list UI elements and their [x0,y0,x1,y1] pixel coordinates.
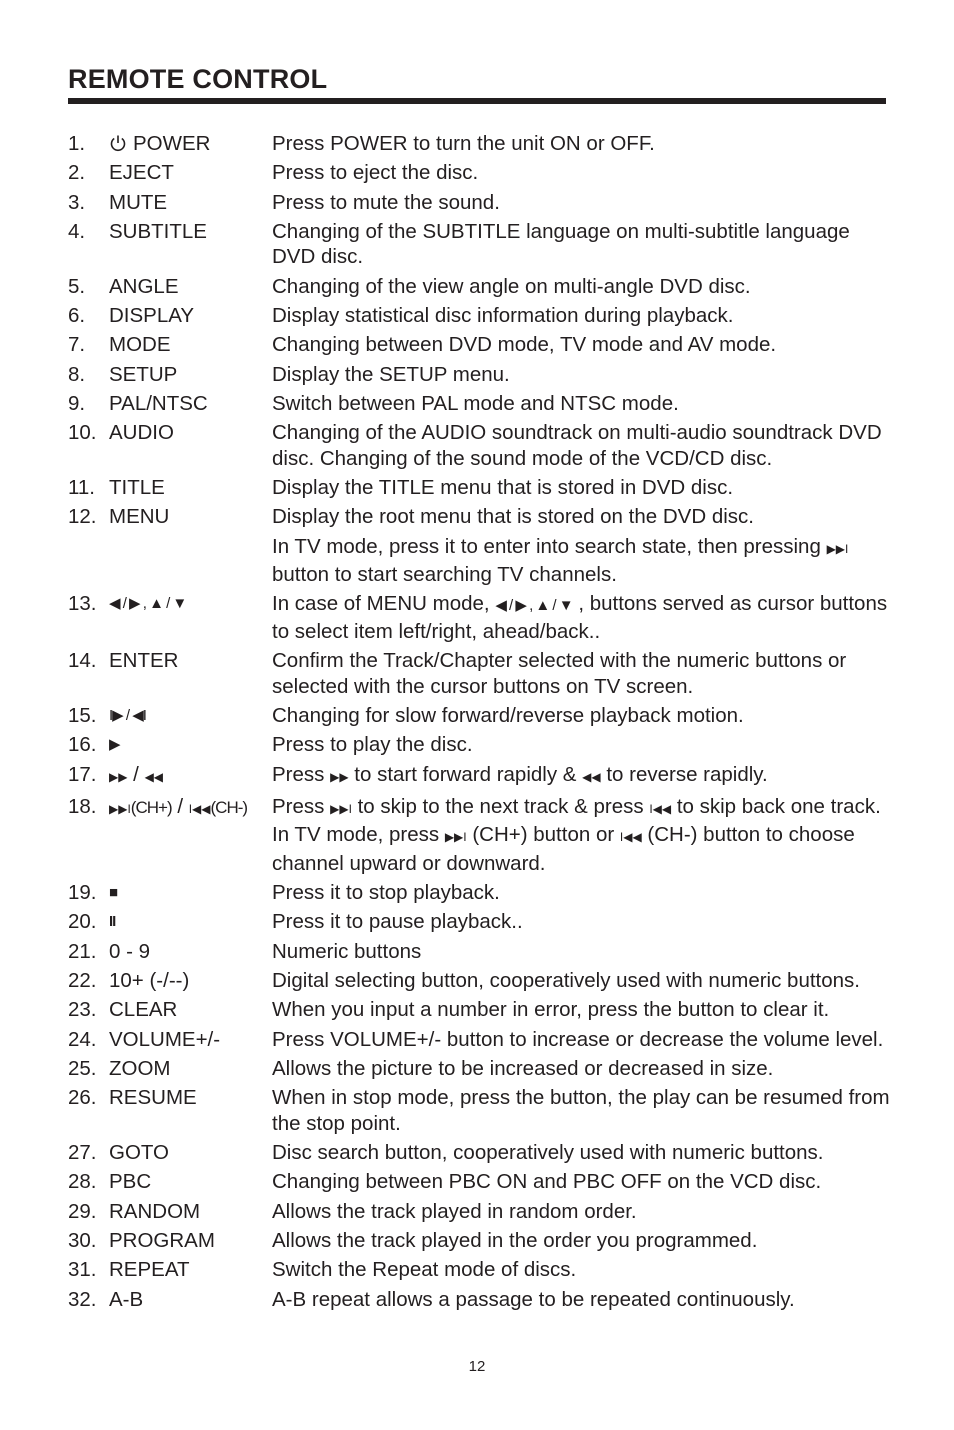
item-name: VOLUME+/- [109,1027,221,1051]
item-description: Press to mute the sound. [272,190,500,214]
item-number: 15. [68,703,97,727]
title-divider [68,98,886,104]
item-number: 27. [68,1141,97,1165]
item-description: Changing of the view angle on multi-angle DVD disc. [272,274,751,298]
item-number: 16. [68,733,97,757]
list-item-slow [68,703,898,729]
item-number: 29. [68,1199,97,1223]
item-description: Switch between PAL mode and NTSC mode. [272,391,679,415]
fast-forward-icon: ▶▶ [330,769,349,784]
item-name: A-B [109,1287,144,1311]
item-description: Changing for slow forward/reverse playback motion. [272,703,744,727]
item-description: Changing between PBC ON and PBC OFF on the VCD disc. [272,1170,822,1194]
list-item-cursor [68,591,898,644]
item-name: 10+ (-/--) [109,969,190,993]
next-track-icon: ▶▶I [109,801,131,816]
list-item-enter [68,648,898,699]
item-description: Display the TITLE menu that is stored in DVD disc. [272,475,734,499]
item-description: When you input a number in error, press the button to clear it. [272,998,830,1022]
item-name: SETUP [109,362,178,386]
item-name: MENU [109,505,170,529]
item-name: PAL/NTSC [109,391,208,415]
item-number: 19. [68,881,97,905]
item-name: RANDOM [109,1199,201,1223]
item-name: PBC [109,1170,152,1194]
item-number: 1. [68,132,86,155]
item-name: ENTER [109,649,179,673]
list-item-program [68,1228,898,1254]
list-item-zoom [68,1056,898,1082]
previous-track-icon: I◀◀ [649,801,672,816]
cursor-arrows-icon: ◀ / ▶ , ▲ / ▼ [495,597,573,615]
next-track-icon: ▶▶I [826,541,849,556]
item-description: Confirm the Track/Chapter selected with the numeric buttons or selected with the cursor buttons on TV screen. [272,649,847,698]
list-item-title [68,475,898,501]
previous-track-icon: I◀◀ [619,830,642,845]
list-item-play [68,732,898,758]
item-number: 25. [68,1056,97,1080]
item-number: 30. [68,1228,97,1252]
item-number: 11. [68,475,95,499]
item-number: 14. [68,649,97,673]
list-item-clear [68,997,898,1023]
item-number: 21. [68,939,97,963]
item-name: MUTE [109,190,168,214]
item-description: Changing between DVD mode, TV mode and AV mode. [272,333,777,357]
list-item-setup [68,362,898,388]
item-number: 13. [68,592,97,616]
item-name: EJECT [109,161,174,185]
item-number: 7. [68,333,86,357]
fast-reverse-icon: ◀◀ [144,769,164,784]
item-description: Press to play the disc. [272,733,473,757]
item-description: In case of MENU mode, ◀ / ▶ , ▲ / ▼ , buttons served as cursor buttons to select item left/right, ahead/back.. [272,592,888,643]
item-description: Press ▶▶ to start forward rapidly & ◀◀ to reverse rapidly. [272,762,768,786]
list-item-menu [68,504,898,587]
power-icon [109,133,127,153]
item-name: ▶▶I(CH+) / I◀◀(CH-) [109,794,248,818]
list-item-skip [68,794,898,877]
list-item-audio [68,420,898,471]
item-number: 17. [68,762,97,786]
item-description: Digital selecting button, cooperatively used with numeric buttons. [272,969,860,993]
item-name: DISPLAY [109,303,195,327]
item-name: TITLE [109,475,165,499]
item-number: 5. [68,274,86,298]
list-item-ten-plus [68,968,898,994]
item-name: CLEAR [109,998,178,1022]
item-number: 28. [68,1170,97,1194]
list-item-power [68,131,898,157]
list-item-a-b [68,1287,898,1313]
list-item-stop [68,880,898,906]
item-description: A-B repeat allows a passage to be repeated continuously. [272,1287,795,1311]
item-description: Display statistical disc information during playback. [272,303,734,327]
cursor-arrows-icon: ◀ / ▶ , ▲ / ▼ [109,595,187,613]
list-item-numeric [68,939,898,965]
list-item-random [68,1199,898,1225]
list-item-angle [68,274,898,300]
page-number: 12 [468,1358,486,1375]
item-name: MODE [109,333,171,357]
list-item-pbc [68,1169,898,1195]
item-number: 8. [68,362,86,386]
list-item-volume [68,1027,898,1053]
item-description: Disc search button, cooperatively used with numeric buttons. [272,1141,824,1165]
item-name: POWER [109,131,210,157]
item-name: ANGLE [109,274,179,298]
item-name: ZOOM [109,1056,171,1080]
next-track-icon: ▶▶I [330,801,352,816]
item-number: 31. [68,1258,97,1282]
item-name: AUDIO [109,421,174,445]
item-number: 18. [68,794,97,818]
item-description: Allows the track played in random order. [272,1199,637,1223]
list-item-goto [68,1140,898,1166]
item-number: 23. [68,998,97,1022]
item-description: Display the root menu that is stored on the DVD disc. In TV mode, press it to enter into search state, then pressing ▶▶I button to start searching TV channels. [272,505,849,587]
item-name: GOTO [109,1141,169,1165]
item-number: 10. [68,421,97,445]
item-description: Press it to stop playback. [272,881,500,905]
list-item-fast-forward-reverse [68,762,898,791]
item-description: When in stop mode, press the button, the play can be resumed from the stop point. [272,1086,890,1135]
list-item-repeat [68,1257,898,1283]
item-description: Allows the picture to be increased or decreased in size. [272,1056,774,1080]
item-description: Changing of the AUDIO soundtrack on multi-audio soundtrack DVD disc. Changing of the sound mode of the VCD/CD disc. [272,421,882,470]
slow-motion-icon: I▶ / ◀I [109,706,146,724]
item-number: 26. [68,1086,97,1110]
item-description: Press POWER to turn the unit ON or OFF. [272,132,655,155]
item-description: Switch the Repeat mode of discs. [272,1258,577,1282]
item-number: 2. [68,161,86,185]
item-number: 20. [68,910,97,934]
item-number: 9. [68,391,86,415]
fast-reverse-icon: ◀◀ [582,769,601,784]
item-number: 22. [68,969,97,993]
list-item-resume [68,1085,898,1136]
item-description: Press it to pause playback.. [272,910,523,934]
item-name: 0 - 9 [109,939,151,963]
item-number: 32. [68,1287,97,1311]
list-item-eject [68,160,898,186]
list-item-pause [68,909,898,935]
list-item-mute [68,190,898,216]
list-item-subtitle [68,219,898,270]
item-description: Press ▶▶I to skip to the next track & press I◀◀ to skip back one track. In TV mode, press ▶▶I (CH+) button or I◀◀ (CH-) button to choose channel upward or downward. [272,794,881,875]
item-description: Press VOLUME+/- button to increase or decrease the volume level. [272,1027,884,1051]
item-description: Numeric buttons [272,939,422,963]
list-item-display [68,303,898,329]
item-number: 3. [68,190,86,214]
play-icon: ▶ [109,736,120,754]
item-description: Allows the track played in the order you programmed. [272,1228,758,1252]
item-name: PROGRAM [109,1228,215,1252]
pause-icon: II [109,913,116,931]
list-item-mode [68,332,898,358]
next-track-icon: ▶▶I [444,830,467,845]
list-item-pal-ntsc [68,391,898,417]
item-number: 6. [68,303,86,327]
previous-track-icon: I◀◀ [188,801,211,816]
item-description: Changing of the SUBTITLE language on multi-subtitle language DVD disc. [272,219,850,269]
item-description: Display the SETUP menu. [272,362,510,386]
stop-icon: ■ [109,884,118,902]
item-name: REPEAT [109,1258,190,1282]
page-title: REMOTE CONTROL [68,64,328,94]
item-name: SUBTITLE [109,219,207,243]
item-description: Press to eject the disc. [272,161,479,185]
item-name: ▶▶ / ◀◀ [109,762,164,786]
fast-forward-icon: ▶▶ [109,769,128,784]
item-number: 12. [68,505,97,529]
item-number: 24. [68,1027,97,1051]
item-name: RESUME [109,1086,197,1110]
item-number: 4. [68,219,86,243]
remote-control-list [68,131,898,1312]
